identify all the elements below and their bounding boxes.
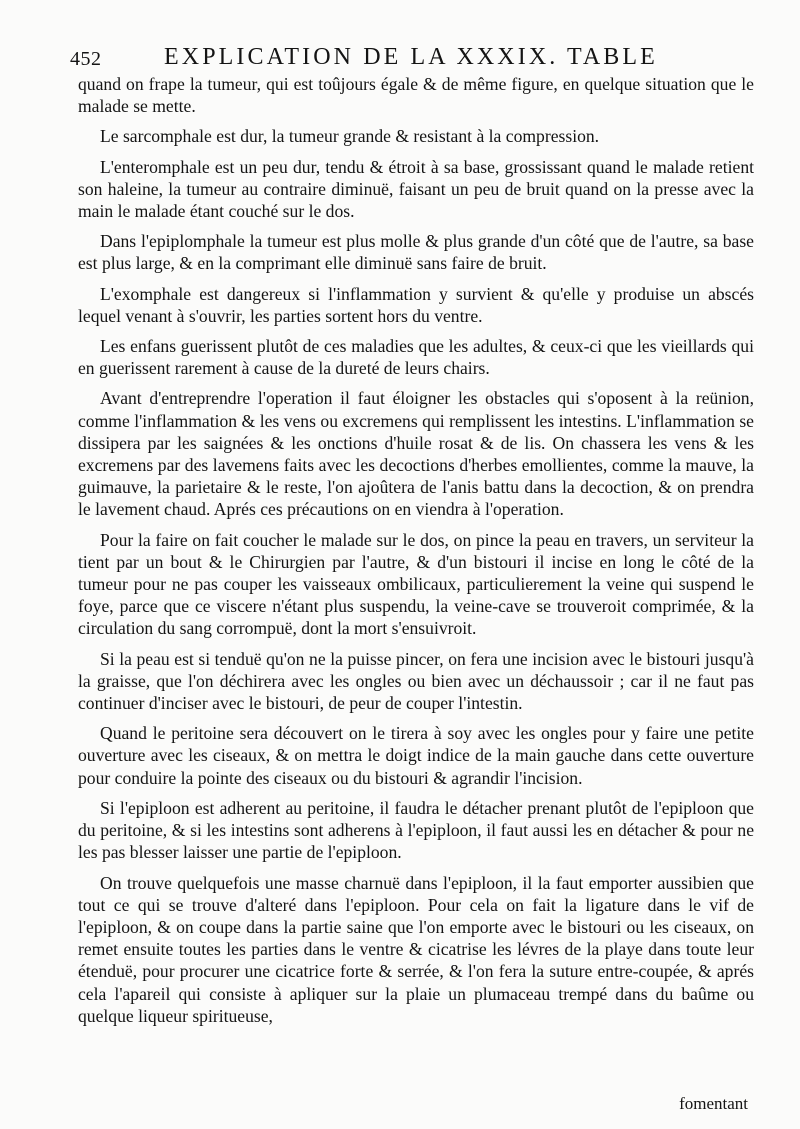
paragraph: Quand le peritoine sera découvert on le tirera à soy avec les ongles pour y faire une petite ouverture avec les ciseaux, & on mettra le doigt indice de la main gauche dans cette ouverture pour conduire la pointe des ciseaux ou du bistouri & agrandir l'incision.	[78, 723, 754, 788]
body-text	[78, 73, 754, 1035]
paragraph: L'exomphale est dangereux si l'inflammation y survient & qu'elle y produise un abscés lequel venant à s'ouvrir, les parties sortent hors du ventre.	[78, 283, 754, 326]
paragraph: Si la peau est si tenduë qu'on ne la puisse pincer, on fera une incision avec le bistouri jusqu'à la graisse, que l'on déchirera avec les ongles ou bien avec un déchaussoir ; car il ne faut pas continuer d'inciser avec le bistouri, de peur de couper l'intestin.	[78, 648, 754, 714]
paragraph: Le sarcomphale est dur, la tumeur grande & resistant à la compression.	[100, 126, 600, 147]
paragraph: L'enteromphale est un peu dur, tendu & étroit à sa base, grossissant quand le malade retient son haleine, la tumeur au contraire diminuë, faisant un peu de bruit quand on la presse avec la main le malade étant couché sur le dos.	[78, 156, 754, 222]
paragraph: On trouve quelquefois une masse charnuë dans l'epiploon, il la faut emporter aussibien que tout ce qui se trouve d'alteré dans l'epiploon. Pour cela on fait la ligature dans le vif de l'epiploon, & on coupe dans la partie saine que l'on emporte avec le bistouri ou les ciseaux, on remet ensuite toutes les parties dans le ventre & cicatrise les lévres de la playe dans toute leur étenduë, pour procurer une cicatrice forte & serrée, & l'on fera la suture entre-coupée, & aprés cela l'apareil qui consiste à apliquer sur la plaie un plumaceau trempé dans du baûme ou quelque liqueur spiritueuse,	[78, 872, 754, 1026]
paragraph: Pour la faire on fait coucher le malade sur le dos, on pince la peau en travers, un serviteur la tient par un bout & le Chirurgien par l'autre, & d'un bistouri il incise en long le côté de la tumeur pour ne pas couper les vaisseaux ombilicaux, particulierement la veine qui suspend le foye, parce que ce viscere n'étant plus suspendu, la veine-cave se trouveroit comprimée, & la circulation du sang corrompuë, dont la mort s'ensuivroit.	[78, 529, 754, 639]
page-number: 452	[70, 48, 102, 70]
paragraph: Dans l'epiplomphale la tumeur est plus molle & plus grande d'un côté que de l'autre, sa base est plus large, & en la comprimant elle diminuë sans faire de bruit.	[78, 231, 754, 274]
paragraph: quand on frape la tumeur, qui est toûjours égale & de même figure, en quelque situation que le malade se mette.	[78, 74, 754, 117]
page-header	[70, 44, 750, 74]
paragraph: Les enfans guerissent plutôt de ces maladies que les adultes, & ceux-ci que les vieillards qui en guerissent rarement à cause de la dureté de leurs chairs.	[78, 336, 754, 379]
catchword: fomentant	[679, 1094, 748, 1113]
paragraph: Si l'epiploon est adherent au peritoine, il faudra le détacher prenant plutôt de l'epiploon que du peritoine, & si les intestins sont adherens à l'epiploon, il faut aussi les en détacher & pour ne les pas blesser laisser une partie de l'epiploon.	[78, 797, 754, 863]
paragraph: Avant d'entreprendre l'operation il faut éloigner les obstacles qui s'oposent à la reünion, comme l'inflammation & les vens ou excremens qui remplissent les intestins. L'inflammation se dissipera par les saignées & les onctions d'huile rosat & de lis. On chassera les vens & les excremens par des lavemens faits avec les decoctions d'herbes emollientes, comme la mauve, la guimauve, la parietaire & le reste, l'on ajoûtera de l'anis battu dans la decoction, & on prendra le lavement chaud. Aprés ces précautions on en viendra à l'operation.	[78, 388, 754, 520]
running-title: EXPLICATION DE LA XXXIX. TABLE	[164, 44, 658, 70]
